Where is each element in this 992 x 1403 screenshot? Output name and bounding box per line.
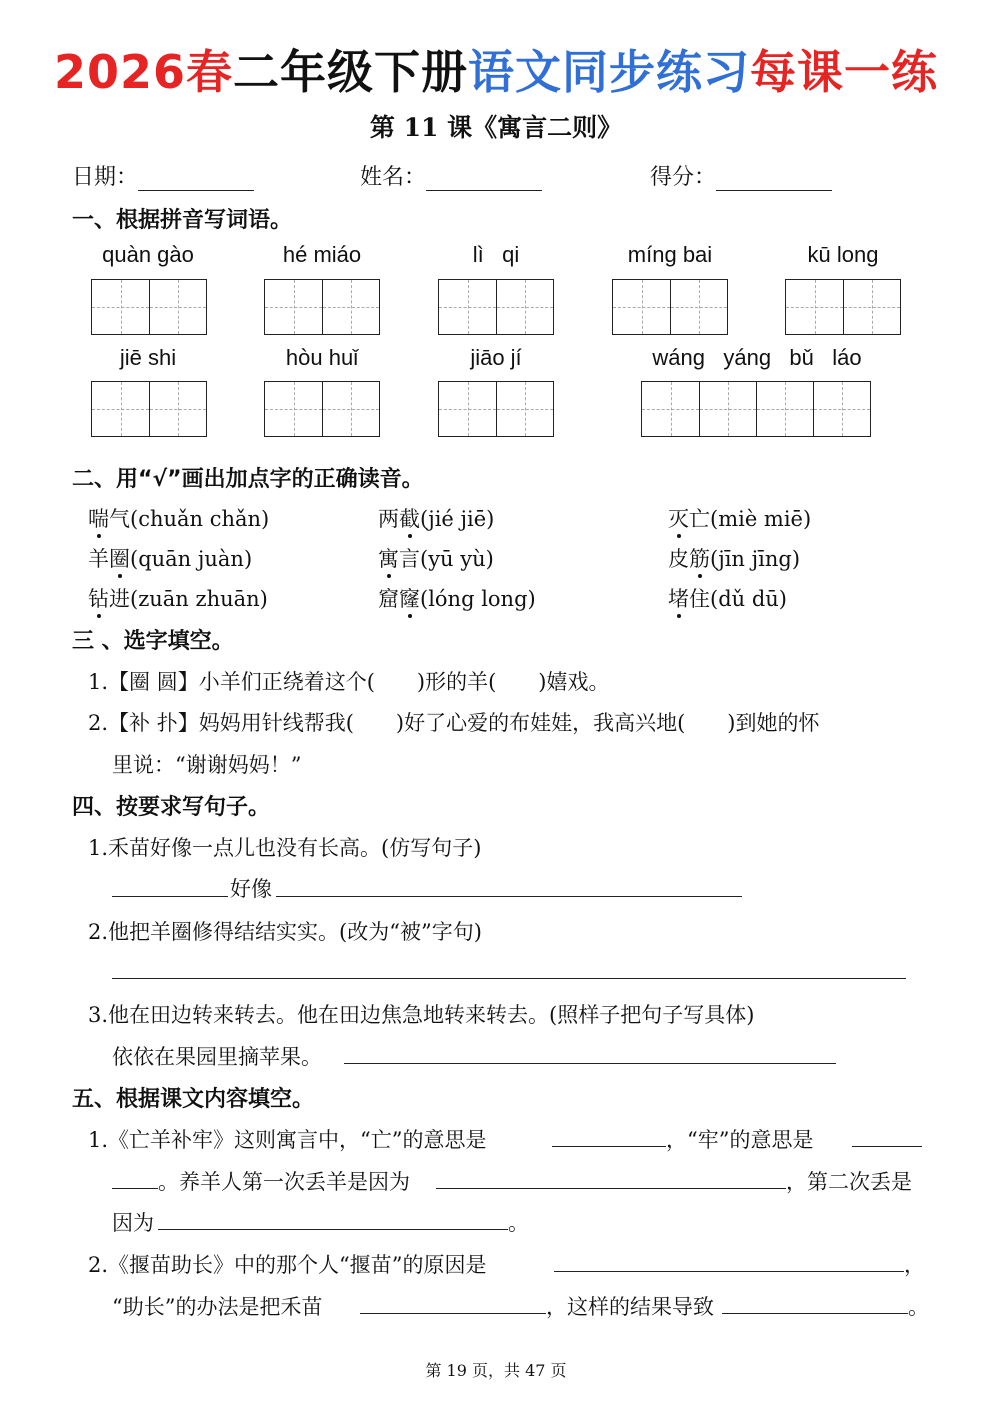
answer-line[interactable]	[112, 896, 228, 897]
section-2-title: 二、用“√”画出加点字的正确读音。	[72, 467, 424, 492]
answer-line[interactable]	[852, 1146, 922, 1147]
pinyin-label: kū long	[807, 242, 879, 267]
score-label: 得分：	[650, 165, 717, 190]
name-field[interactable]	[360, 160, 542, 191]
writing-grid[interactable]	[91, 381, 207, 437]
question-text: 2.《揠苗助长》中的那个人“揠苗”的原因是	[88, 1253, 487, 1277]
writing-grid[interactable]	[785, 279, 901, 335]
pinyin-label: jiē shi	[119, 345, 177, 370]
question-text: ，	[904, 1253, 925, 1277]
pinyin-label: lì qi	[472, 242, 520, 267]
question-text: 。养羊人第一次丢羊是因为	[158, 1170, 410, 1194]
question-text: 好像	[230, 877, 272, 901]
answer-line[interactable]	[552, 1146, 666, 1147]
writing-grid[interactable]	[438, 279, 554, 335]
title-subject: 语文同步练习	[468, 45, 751, 99]
question-text: 3.他在田边转来转去。他在田边焦急地转来转去。(照样子把句子写具体)	[88, 1003, 755, 1027]
reading-item[interactable]: 两截(jié jiē)	[378, 507, 495, 531]
question-text: 。	[508, 1211, 529, 1235]
reading-item[interactable]: 羊圈(quān juàn)	[88, 547, 253, 571]
writing-grid[interactable]	[264, 381, 380, 437]
pinyin-label: míng bai	[627, 242, 713, 267]
answer-line[interactable]	[360, 1313, 546, 1314]
title-series: 每课一练	[750, 45, 939, 99]
reading-item[interactable]: 灭亡(miè miē)	[668, 507, 812, 531]
date-field[interactable]	[72, 160, 254, 191]
answer-line[interactable]	[344, 1063, 836, 1064]
question-text: 1.【圈 圆】小羊们正绕着这个( )形的羊( )嬉戏。	[88, 670, 610, 694]
date-label: 日期：	[72, 165, 139, 190]
answer-line[interactable]	[158, 1229, 508, 1230]
writing-grid[interactable]	[641, 381, 871, 437]
reading-item[interactable]: 钻进(zuān zhuān)	[88, 587, 268, 611]
question-text: 依依在果园里摘苹果。	[112, 1045, 322, 1069]
question-text: “助长”的办法是把禾苗	[112, 1295, 323, 1319]
pinyin-label: hòu huǐ	[285, 345, 359, 370]
lesson-title: 第 11 课《寓言二则》	[369, 113, 623, 142]
reading-item[interactable]: 寓言(yū yù)	[378, 547, 494, 571]
reading-item[interactable]: 皮筋(jīn jīng)	[668, 547, 801, 571]
worksheet-title	[0, 36, 992, 102]
question-text: 里说：“谢谢妈妈！”	[112, 753, 302, 777]
reading-item[interactable]: 堵住(dǔ dū)	[668, 587, 787, 611]
page-number: 第 19 页，共 47 页	[425, 1361, 567, 1380]
pinyin-label: quàn gào	[102, 242, 194, 267]
name-label: 姓名：	[360, 165, 427, 190]
question-text: ，第二次丢是	[786, 1170, 912, 1194]
writing-grid[interactable]	[264, 279, 380, 335]
writing-grid[interactable]	[91, 279, 207, 335]
answer-line[interactable]	[112, 1188, 158, 1189]
section-5-title: 五、根据课文内容填空。	[72, 1087, 315, 1112]
answer-line[interactable]	[436, 1188, 786, 1189]
section-4-title: 四、按要求写句子。	[72, 795, 271, 820]
score-field[interactable]	[650, 160, 832, 191]
question-text: 1.禾苗好像一点儿也没有长高。(仿写句子)	[88, 836, 482, 860]
section-1-title: 一、根据拼音写词语。	[72, 208, 293, 233]
writing-grid[interactable]	[438, 381, 554, 437]
question-text: 2.【补 扑】妈妈用针线帮我( )好了心爱的布娃娃，我高兴地( )到她的怀	[88, 711, 820, 735]
question-text: ，“牢”的意思是	[666, 1128, 814, 1152]
pinyin-label: hé miáo	[282, 242, 362, 267]
question-text: 因为	[112, 1211, 154, 1235]
question-text: 。	[908, 1295, 929, 1319]
section-3-title: 三 、选字填空。	[72, 629, 234, 654]
title-year: 2026春	[53, 45, 234, 99]
answer-line[interactable]	[554, 1271, 904, 1272]
question-text: ，这样的结果导致	[546, 1295, 714, 1319]
answer-line[interactable]	[722, 1313, 908, 1314]
title-grade: 二年级下册	[233, 45, 469, 99]
pinyin-label: wáng yáng bǔ láo	[652, 345, 862, 370]
writing-grid[interactable]	[612, 279, 728, 335]
reading-item[interactable]: 窟窿(lóng long)	[378, 587, 536, 611]
question-text: 2.他把羊圈修得结结实实。(改为“被”字句)	[88, 920, 482, 944]
answer-line[interactable]	[112, 978, 906, 979]
answer-line[interactable]	[276, 896, 742, 897]
pinyin-label: jiāo jí	[470, 345, 522, 370]
reading-item[interactable]: 喘气(chuǎn chǎn)	[88, 507, 270, 531]
question-text: 1.《亡羊补牢》这则寓言中，“亡”的意思是	[88, 1128, 487, 1152]
